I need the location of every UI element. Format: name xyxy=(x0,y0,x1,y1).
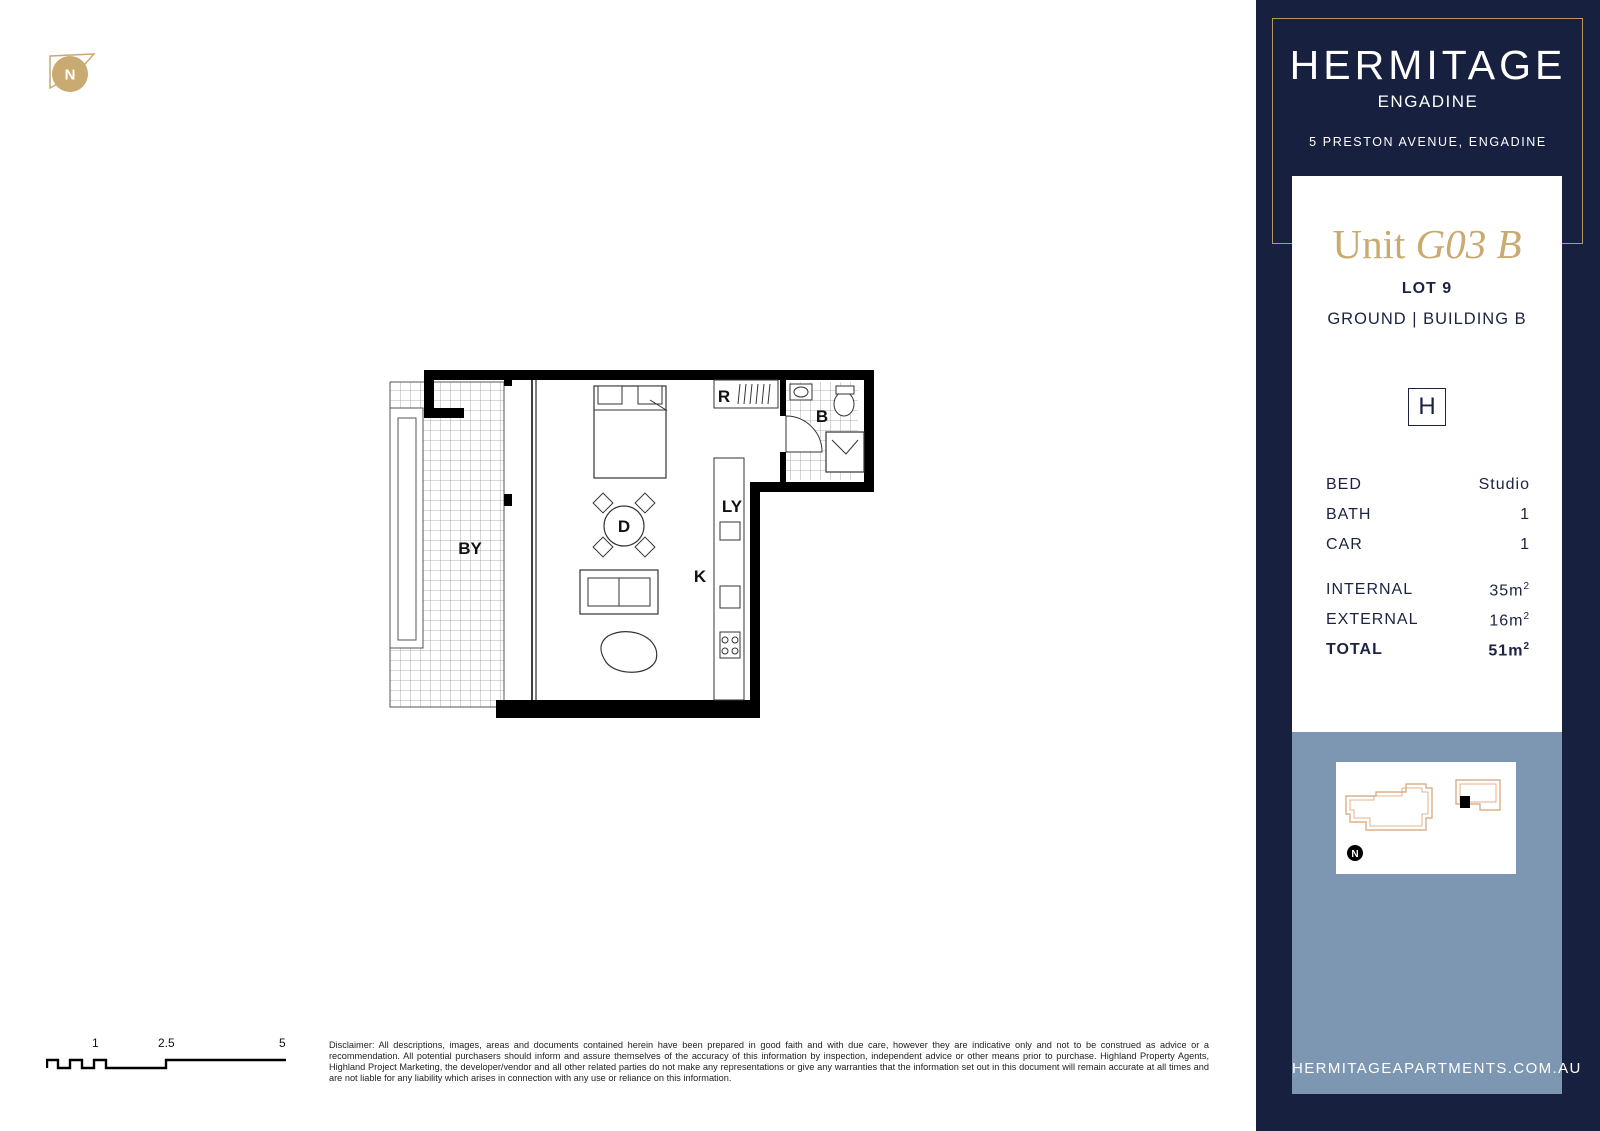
brand-title: HERMITAGE xyxy=(1289,42,1567,88)
scale-tick-2-5: 2.5 xyxy=(158,1036,175,1050)
spec-label: BATH xyxy=(1326,506,1372,523)
scale-bar xyxy=(46,1036,296,1086)
spec-label: BED xyxy=(1326,476,1362,493)
spec-row-total xyxy=(1326,641,1530,671)
site-north-letter: N xyxy=(1351,849,1359,860)
room-label-balcony: BY xyxy=(458,539,482,558)
spec-label: CAR xyxy=(1326,536,1363,553)
scale-tick-5: 5 xyxy=(279,1036,286,1050)
kitchen-bench xyxy=(714,458,744,700)
spec-value: $51m^2$ xyxy=(1488,641,1530,660)
site-plan-section xyxy=(1292,732,1582,1094)
scale-tick-1: 1 xyxy=(92,1036,99,1050)
site-plan-key xyxy=(1336,762,1516,874)
brand-address: 5 PRESTON AVENUE, ENGADINE xyxy=(1309,135,1547,149)
spec-value: Studio xyxy=(1478,476,1530,493)
room-label-robe: R xyxy=(717,387,731,406)
spec-row-bath xyxy=(1326,506,1530,536)
disclaimer-text: Disclaimer: All descriptions, images, areas and documents contained herein have been prepared in good faith and with due care, however they are indicative only and not to be construed as advice or a recommendation. All potential purchasers should inform and assure themselves of the accuracy of this information by inspection, independent advice or other means prior to purchase. Highland Property Agents, Highland Project Marketing, the developer/vendor and all other related parties do not make any representations or give any warranties that the information set out in this document will remain accurate at all times and are not liable for any liability which arises in connection with any use or reliance on this information. xyxy=(329,1040,1209,1083)
spec-value: $16m^2$ xyxy=(1489,611,1530,630)
room-label-dining: D xyxy=(617,517,631,536)
unit-level: GROUND | BUILDING B xyxy=(1327,310,1527,328)
unit-prefix: Unit xyxy=(1332,221,1406,267)
unit-number: G03 B xyxy=(1415,221,1522,267)
north-compass-icon xyxy=(46,48,96,94)
spec-label: TOTAL xyxy=(1326,641,1383,658)
spec-value: $35m^2$ xyxy=(1489,581,1530,600)
brand-subtitle: ENGADINE xyxy=(1377,92,1479,111)
shower xyxy=(826,432,864,472)
website-link[interactable]: HERMITAGEAPARTMENTS.COM.AU xyxy=(1292,1060,1582,1077)
spec-value: 1 xyxy=(1520,506,1530,523)
room-label-bath: B xyxy=(815,407,829,426)
spec-label: EXTERNAL xyxy=(1326,611,1419,628)
unit-card xyxy=(1292,176,1562,732)
spec-row-bed xyxy=(1326,476,1530,506)
spec-value: 1 xyxy=(1520,536,1530,553)
spec-row-external xyxy=(1326,611,1530,641)
floor-plan xyxy=(380,370,890,740)
lot-number: LOT 9 xyxy=(1401,280,1453,297)
unit-type-badge: H xyxy=(1408,388,1446,426)
room-label-laundry: LY xyxy=(721,497,743,516)
north-letter: N xyxy=(64,66,76,84)
rug xyxy=(601,632,657,673)
spec-label: INTERNAL xyxy=(1326,581,1414,598)
room-label-kitchen: K xyxy=(693,567,707,586)
unit-title xyxy=(1292,220,1562,268)
spec-row-car xyxy=(1326,536,1530,566)
spec-row-internal xyxy=(1326,581,1530,611)
spec-table xyxy=(1326,476,1530,671)
